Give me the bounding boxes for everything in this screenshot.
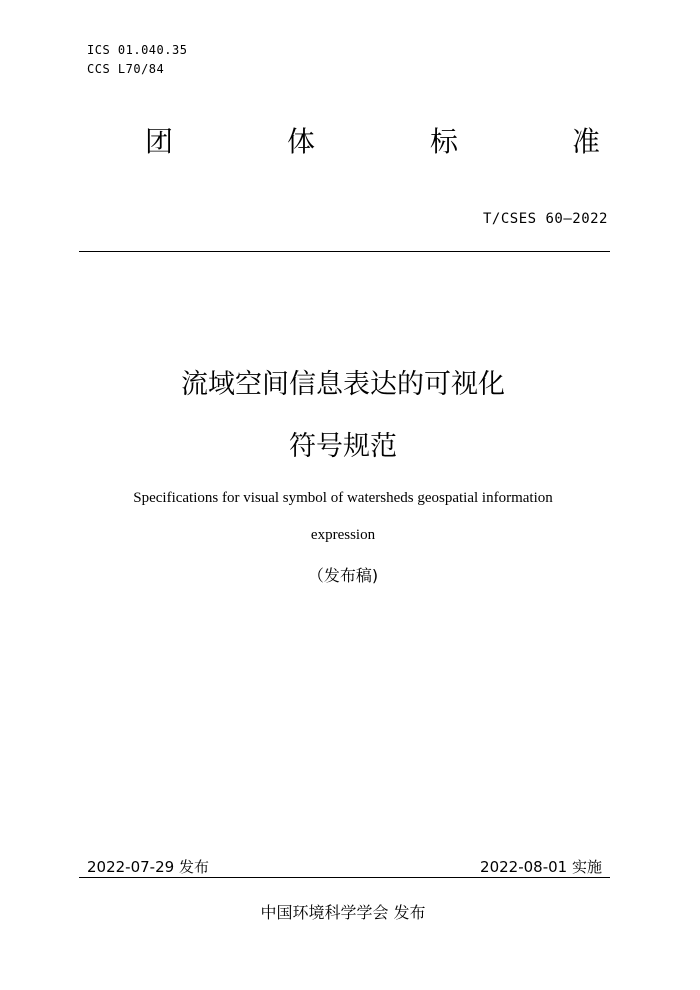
title-en-line1: Specifications for visual symbol of watersheds geospatial information: [133, 490, 553, 506]
publisher: 中国环境科学学会 发布: [260, 903, 426, 922]
category-char-1: 团: [145, 125, 174, 158]
footer-divider: [79, 877, 610, 878]
implement-date: 2022-08-01 实施: [480, 858, 602, 876]
category-char-2: 体: [287, 125, 316, 158]
category-char-4: 准: [572, 125, 601, 158]
title-zh-line2: 符号规范: [289, 431, 397, 462]
ics-code: ICS 01.040.35: [87, 43, 188, 57]
category-char-3: 标: [430, 125, 459, 158]
ccs-code: CCS L70/84: [87, 62, 165, 76]
standard-number: T/CSES 60—2022: [482, 211, 608, 227]
draft-status: （发布稿): [307, 566, 379, 585]
publish-date: 2022-07-29 发布: [87, 858, 209, 876]
title-en-line2: expression: [310, 527, 376, 543]
title-zh-line1: 流域空间信息表达的可视化: [181, 369, 505, 400]
header-divider: [79, 251, 610, 252]
